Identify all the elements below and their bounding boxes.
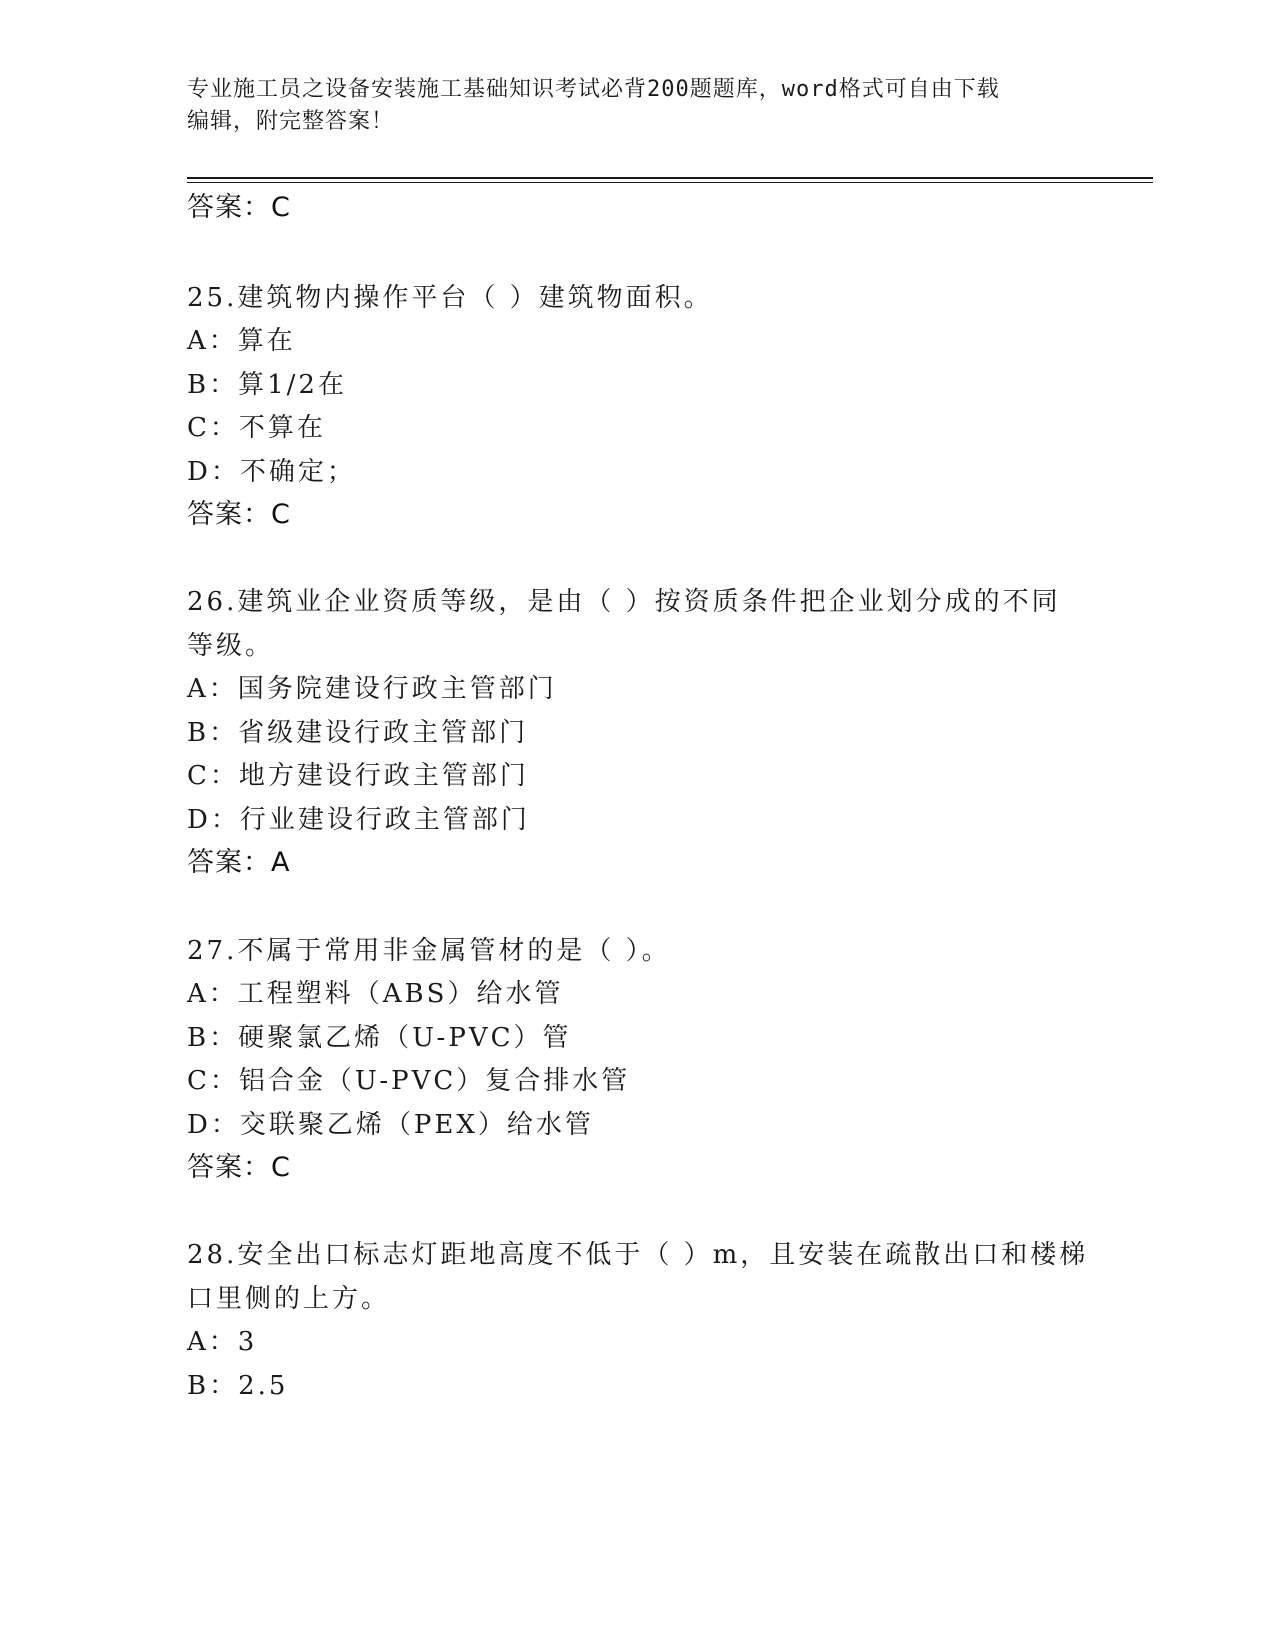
question-27-option-b: B：硬聚氯乙烯（U-PVC）管	[187, 1023, 572, 1053]
question-26-stem-line-2: 等级。	[187, 631, 275, 661]
question-27-option-c: C：铝合金（U-PVC）复合排水管	[187, 1066, 631, 1096]
question-25-option-b: B：算1/2在	[187, 370, 347, 400]
question-26-stem-line-1: 26.建筑业企业资质等级，是由（ ）按资质条件把企业划分成的不同	[187, 587, 1061, 617]
question-25-stem: 25.建筑物内操作平台（ ）建筑物面积。	[187, 283, 713, 313]
question-28-stem-line-2: 口里侧的上方。	[187, 1284, 391, 1314]
question-27-answer: 答案：C	[187, 1152, 291, 1183]
header-title-line-2: 编辑，附完整答案！	[187, 109, 395, 134]
question-25-option-a: A：算在	[187, 326, 296, 356]
header-divider-thick	[187, 177, 1153, 179]
question-27-stem: 27.不属于常用非金属管材的是（ ）。	[187, 936, 671, 966]
question-27-option-d: D：交联聚乙烯（PEX）给水管	[187, 1110, 594, 1140]
answer-line: 答案：C	[187, 192, 291, 223]
question-28-option-b: B：2.5	[187, 1371, 289, 1401]
question-28-stem-line-1: 28.安全出口标志灯距地高度不低于（ ）m，且安装在疏散出口和楼梯	[187, 1240, 1089, 1270]
question-27-option-a: A：工程塑料（ABS）给水管	[187, 979, 564, 1009]
document-header	[187, 74, 1067, 138]
question-28-option-a: A：3	[187, 1327, 258, 1357]
header-title-line-1: 专业施工员之设备安装施工基础知识考试必背200题题库，word格式可自由下载	[187, 77, 1000, 102]
question-26-option-c: C：地方建设行政主管部门	[187, 761, 529, 791]
question-26-option-d: D：行业建设行政主管部门	[187, 805, 530, 835]
question-25-option-d: D：不确定；	[187, 457, 356, 487]
question-26-option-a: A：国务院建设行政主管部门	[187, 674, 557, 704]
question-25-answer: 答案：C	[187, 499, 291, 530]
question-26-option-b: B：省级建设行政主管部门	[187, 718, 529, 748]
header-divider-thin	[187, 182, 1153, 183]
question-25-option-c: C：不算在	[187, 413, 326, 443]
question-26-answer: 答案：A	[187, 847, 291, 878]
